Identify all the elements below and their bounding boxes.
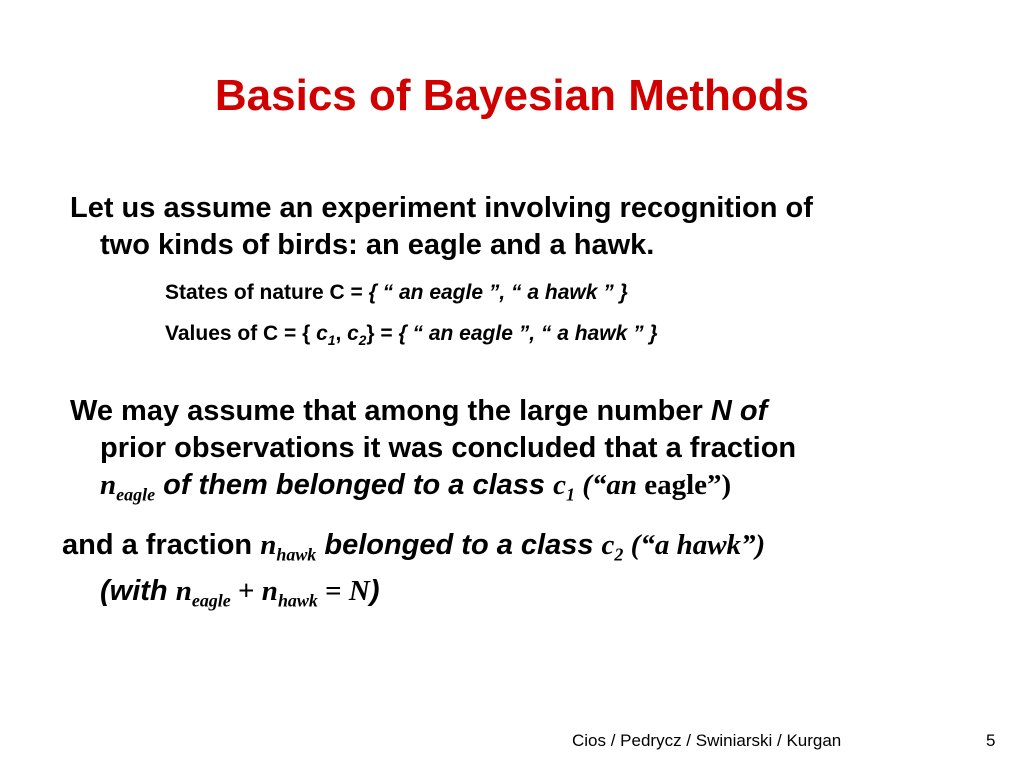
- paragraph-line: [62, 573, 765, 619]
- n-hawk-symbol: [261, 575, 318, 611]
- hawk-subscript: hawk: [276, 544, 317, 565]
- c2-symbol: [601, 529, 624, 565]
- with-close: ): [369, 575, 380, 608]
- paragraph-line: [70, 393, 796, 430]
- values-close: } =: [366, 322, 399, 345]
- c2-symbol: [347, 322, 367, 349]
- paragraph-text: belonged to a class: [316, 529, 602, 561]
- n-letter: n: [261, 575, 278, 608]
- n-eagle-symbol: [100, 469, 156, 505]
- n-of-italic: N of: [710, 395, 768, 427]
- paragraph-text: of them belonged to a class: [155, 469, 554, 501]
- values-comma: ,: [335, 322, 348, 345]
- c-letter: c: [347, 322, 359, 345]
- paragraph-prior-observations: [70, 393, 796, 513]
- c2-subscript: 2: [358, 333, 367, 349]
- paragraph-text: We may assume that among the large number: [70, 395, 711, 427]
- footer-page-number: 5: [986, 731, 996, 750]
- c1-symbol: [553, 469, 575, 505]
- c2-subscript: 2: [614, 544, 624, 565]
- hawk-subscript: hawk: [277, 590, 318, 611]
- n-letter: n: [260, 529, 277, 561]
- paragraph-line: prior observations it was concluded that a fraction: [100, 432, 797, 464]
- slide-title: Basics of Bayesian Methods: [214, 71, 810, 120]
- n-hawk-symbol: [260, 529, 317, 565]
- eagle-subscript: eagle: [116, 484, 156, 505]
- paragraph-line: [62, 527, 765, 573]
- paragraph-hawk-fraction: [62, 527, 765, 620]
- paragraph-text: and a fraction: [62, 529, 261, 561]
- quote-word: eagle”): [644, 469, 732, 501]
- N-symbol: N: [348, 575, 370, 608]
- paragraph-line: Let us assume an experiment involving recognition of: [70, 192, 813, 224]
- values-prefix: Values of C = {: [165, 322, 317, 345]
- c-letter: c: [553, 469, 566, 501]
- footer-authors: Cios / Pedrycz / Swiniarski / Kurgan: [572, 731, 842, 750]
- paragraph-experiment: [70, 190, 813, 264]
- paragraph-line: [70, 467, 796, 513]
- n-letter: n: [175, 575, 192, 608]
- states-set: { “ an eagle ”, “ a hawk ” }: [368, 281, 628, 304]
- c-letter: c: [316, 322, 328, 345]
- with-open: (with: [100, 575, 176, 608]
- values-set: { “ an eagle ”, “ a hawk ” }: [398, 322, 658, 345]
- n-letter: n: [100, 469, 117, 501]
- states-of-nature-line: [165, 279, 628, 307]
- states-prefix: States of nature C =: [165, 281, 369, 304]
- c-letter: c: [601, 529, 615, 561]
- c1-subscript: 1: [565, 484, 575, 505]
- plus-sign: +: [230, 575, 262, 608]
- paragraph-line: two kinds of birds: an eagle and a hawk.: [100, 229, 655, 261]
- c1-symbol: [316, 322, 336, 349]
- n-eagle-symbol: [175, 575, 231, 611]
- c1-subscript: 1: [327, 333, 336, 349]
- quote-hawk: (“a hawk”): [623, 529, 766, 561]
- values-of-c-line: [165, 320, 658, 355]
- quote-open: (“an: [574, 469, 645, 501]
- equals-sign: =: [317, 575, 349, 608]
- eagle-subscript: eagle: [191, 590, 231, 611]
